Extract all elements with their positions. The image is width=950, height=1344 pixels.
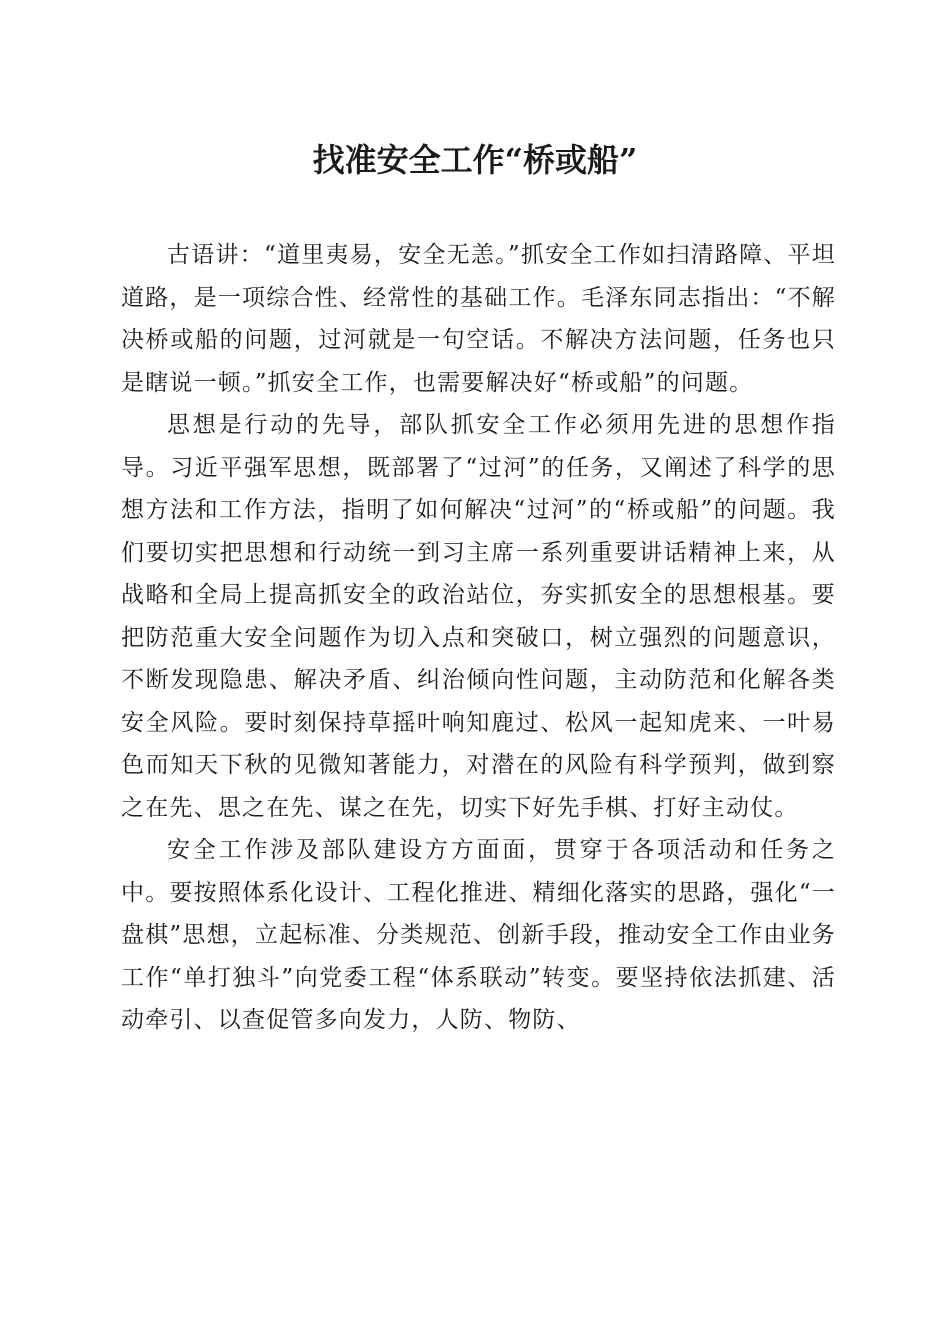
document-body xyxy=(121,234,836,1042)
paragraph: 思想是行动的先导，部队抓安全工作必须用先进的思想作指导。习近平强军思想，既部署了“过河”的任务，又阐述了科学的思想方法和工作方法，指明了如何解决“过河”的“桥或船”的问题。我们要切实把思想和行动统一到习主席一系列重要讲话精神上来，从战略和全局上提高抓安全的政治站位，夯实抓安全的思想根基。要把防范重大安全问题作为切入点和突破口，树立强烈的问题意识，不断发现隐患、解决矛盾、纠治倾向性问题，主动防范和化解各类安全风险。要时刻保持草摇叶响知鹿过、松风一起知虎来、一叶易色而知天下秋的见微知著能力，对潜在的风险有科学预判，做到察之在先、思之在先、谋之在先，切实下好先手棋、打好主动仗。 xyxy=(121,412,836,821)
paragraph: 安全工作涉及部队建设方方面面，贯穿于各项活动和任务之中。要按照体系化设计、工程化推进、精细化落实的思路，强化“一盘棋”思想，立起标准、分类规范、创新手段，推动安全工作由业务工作“单打独斗”向党委工程“体系联动”转变。要坚持依法抓建、活动牵引、以查促管多向发力，人防、物防、 xyxy=(121,837,836,1033)
document-title: 找准安全工作“桥或船” xyxy=(312,141,638,179)
paragraph: 古语讲：“道里夷易，安全无恙。”抓安全工作如扫清路障、平坦道路，是一项综合性、经常性的基础工作。毛泽东同志指出：“不解决桥或船的问题，过河就是一句空话。不解决方法问题，任务也只是瞎说一顿。”抓安全工作，也需要解决好“桥或船”的问题。 xyxy=(121,242,836,396)
